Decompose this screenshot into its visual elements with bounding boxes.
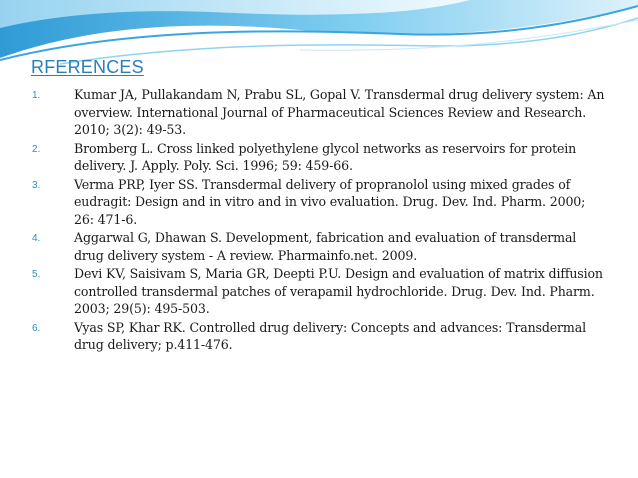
reference-number: 5. (32, 269, 41, 280)
reference-text: Aggarwal G, Dhawan S. Development, fabrication and evaluation of transdermal drug delivery system - A review. Pharmainfo.net. 2009. (74, 230, 577, 263)
reference-text: Bromberg L. Cross linked polyethylene glycol networks as reservoirs for protein delivery. J. Apply. Poly. Sci. 1996; 59: 459-66. (74, 140, 577, 173)
slide-title: RFERENCES (31, 57, 144, 77)
reference-number: 2. (32, 143, 41, 155)
reference-number: 4. (32, 233, 41, 244)
list-item (32, 86, 606, 139)
list-item (32, 176, 606, 229)
list-item (32, 140, 606, 175)
reference-number: 6. (32, 322, 41, 334)
reference-list (32, 86, 606, 355)
reference-text: Devi KV, Saisivam S, Maria GR, Deepti P.U. Design and evaluation of matrix diffusion controlled transdermal patches of verapamil hydrochloride. Drug. Dev. Ind. Pharm. 2003; 29(5): 495-503. (74, 266, 603, 316)
list-item (32, 319, 606, 354)
reference-text: Kumar JA, Pullakandam N, Prabu SL, Gopal V. Transdermal drug delivery system: An overview. International Journal of Pharmaceutical Sciences Review and Research. 2010; 3(2): 49-53. (74, 87, 605, 137)
reference-text: Vyas SP, Khar RK. Controlled drug delivery: Concepts and advances: Transdermal drug delivery; p.411-476. (74, 319, 586, 352)
list-item (32, 265, 606, 318)
list-item (32, 229, 606, 264)
reference-text: Verma PRP, Iyer SS. Transdermal delivery of propranolol using mixed grades of eudragit: Design and in vitro and in vivo evaluation. Drug. Dev. Ind. Pharm. 2000; 26: 471-6. (74, 176, 586, 227)
reference-number: 1. (32, 90, 41, 101)
reference-number: 3. (32, 179, 41, 191)
